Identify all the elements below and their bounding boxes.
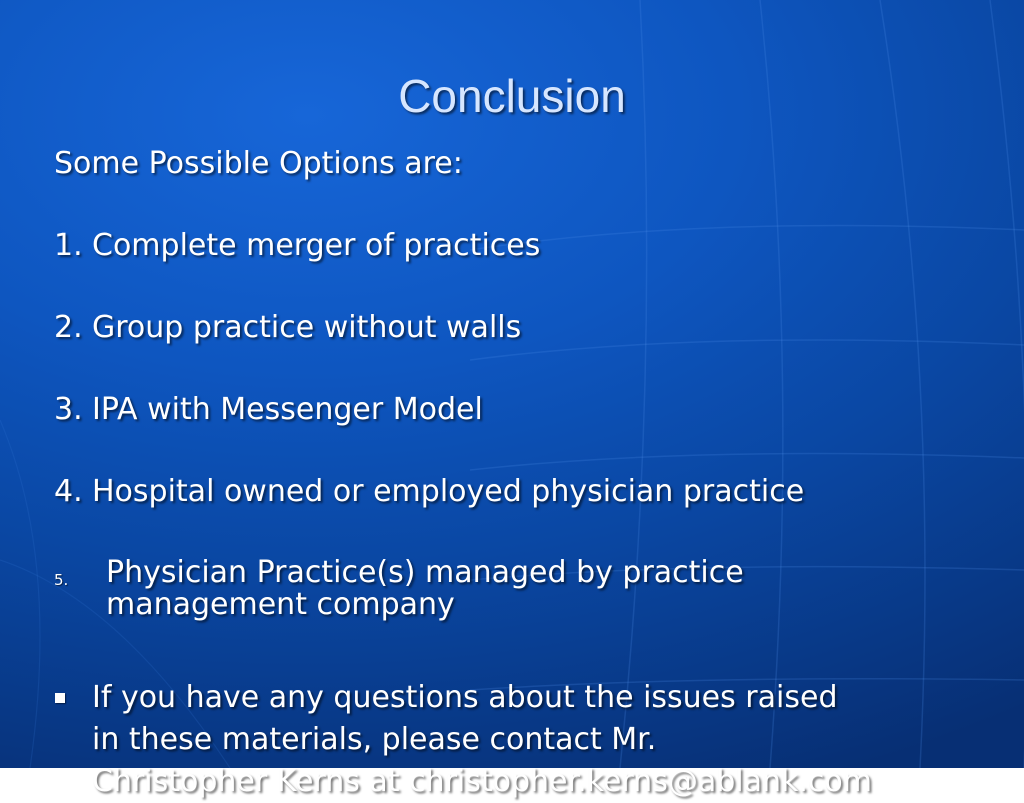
contact-text-line: If you have any questions about the issues raised <box>92 680 838 715</box>
option-text: Group practice without walls <box>92 310 522 345</box>
option-number: 1. <box>54 228 83 263</box>
contact-text-line: in these materials, please contact Mr. <box>92 722 657 757</box>
square-bullet-icon <box>55 693 65 703</box>
option-number: 5. <box>54 571 69 589</box>
option-text-line: management company <box>106 587 455 622</box>
intro-text: Some Possible Options are: <box>54 146 463 181</box>
contact-text-line: Christopher Kerns at christopher.kerns@ablank.com <box>92 764 872 799</box>
option-text: IPA with Messenger Model <box>92 392 483 427</box>
slide-title: Conclusion <box>398 70 626 122</box>
option-number: 4. <box>54 474 83 509</box>
option-text-line: Physician Practice(s) managed by practice <box>106 555 744 590</box>
option-text: Complete merger of practices <box>92 228 541 263</box>
option-number: 3. <box>54 392 83 427</box>
option-text <box>106 557 744 621</box>
option-text: Hospital owned or employed physician practice <box>92 474 805 509</box>
contact-text <box>92 677 872 803</box>
option-number: 2. <box>54 310 83 345</box>
